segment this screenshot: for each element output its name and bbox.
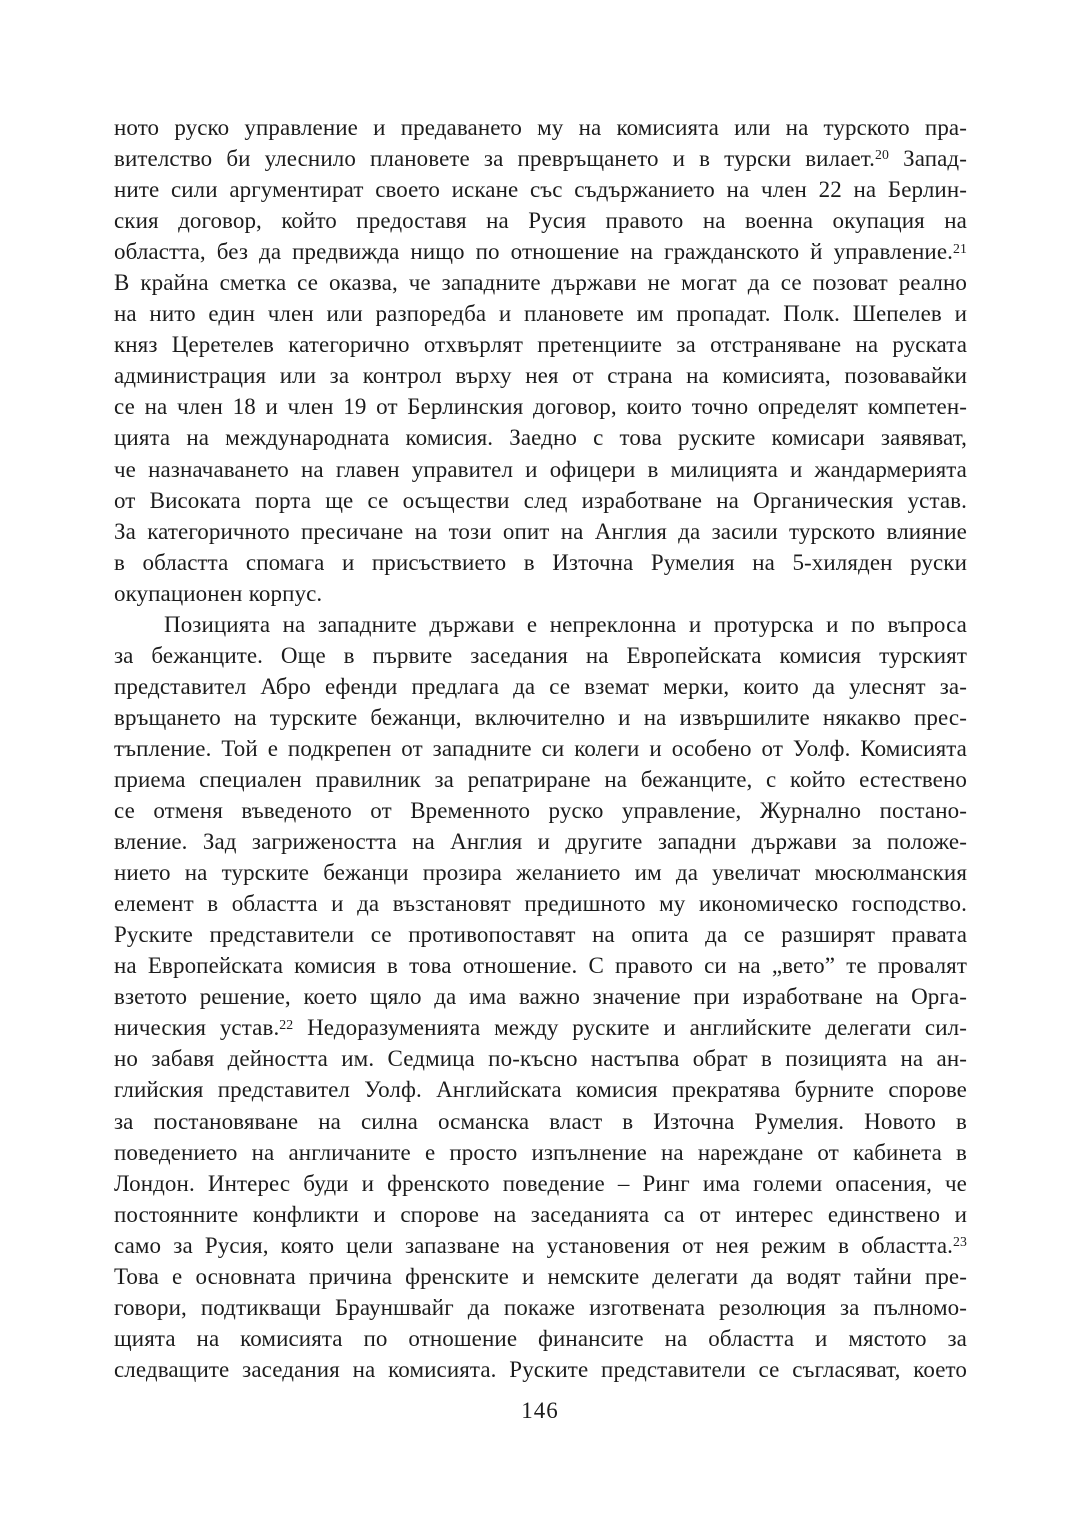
text-line: в областта спомага и присъствието в Източна Румелия на 5-хиляден руски [114, 549, 967, 575]
text-line: окупационен корпус. [114, 580, 323, 606]
text-line: от Високата порта ще се осъществи след изработване на Органическия устав. [114, 487, 967, 513]
text-line: следващите заседания на комисията. Руските представители се съгласяват, което [114, 1356, 967, 1382]
text-line: за постановяване на силна османска власт в Източна Румелия. Новото в [114, 1108, 967, 1134]
text-line: само за Русия, която цели запазване на установения от нея режим в областта.$^{23}$ [114, 1232, 967, 1258]
text-line: приема специален правилник за репатриране на бежанците, с който естествено [114, 766, 967, 792]
text-line: на Европейската комисия в това отношение. С правото си на „вето” те провалят [114, 953, 967, 979]
text-line: че назначаването на главен управител и офицери в милицията и жандармерията [114, 456, 967, 482]
text-line: щията на комисията по отношение финансите на областта и мястото за [114, 1325, 967, 1351]
text-line: ския договор, който предоставя на Русия правото на военна окупация на [114, 208, 967, 234]
text-line: ните сили аргументират своето искане със съдържанието на член 22 на Берлин- [114, 177, 967, 203]
text-line: тъпление. Той е подкрепен от западните си колеги и особено от Уолф. Комисията [114, 735, 967, 761]
text-line: княз Церетелев категорично отхвърлят претенциите за отстраняване на руската [114, 332, 967, 358]
text-line: представител Абро ефенди предлага да се вземат мерки, които да улеснят за- [114, 673, 967, 699]
page-number: 146 [521, 1398, 559, 1423]
text-line: постоянните конфликти и спорове на заседанията са от интерес единствено и [114, 1201, 967, 1227]
text-line: вление. Зад загрижеността на Англия и другите западни държави за положе- [114, 829, 967, 855]
text-line: В крайна сметка се оказва, че западните държави не могат да се позоват реално [114, 270, 967, 296]
text-line: областта, без да предвижда нищо по отношение на гражданското й управление.$^{21}$ [114, 239, 967, 265]
text-line: ническия устав.$^{22}$ Недоразуменията между руските и английските делегати сил- [114, 1015, 967, 1041]
text-block [114, 112, 967, 1385]
text-line: администрация или за контрол върху нея от страна на комисията, позовавайки [114, 363, 967, 389]
text-line: ното руско управление и предаването му на комисията или на турското пра- [114, 115, 967, 140]
footnote-marker: 21 [953, 240, 967, 256]
text-line: Лондон. Интерес буди и френското поведение – Ринг има големи опасения, че [114, 1170, 967, 1196]
text-line: се на член 18 и член 19 от Берлинския договор, които точно определят компетен- [114, 394, 967, 420]
text-line: Позицията на западните държави е непреклонна и протурска и по въпроса [164, 611, 967, 637]
text-line: се отменя въведеното от Временното руско управление, Журнално постано- [114, 798, 967, 824]
text-line: взетото решение, което щяло да има важно значение при изработване на Орга- [114, 984, 967, 1010]
footnote-marker: 23 [953, 1234, 967, 1250]
footnote-marker: 22 [279, 1016, 294, 1032]
text-line: За категоричното пресичане на този опит на Англия да засили турското влияние [114, 518, 967, 544]
text-line: поведението на англичаните е просто изпълнение на нареждане от кабинета в [114, 1139, 967, 1165]
text-line: глийския представител Уолф. Английската комисия прекратява бурните спорове [114, 1077, 967, 1103]
text-line: но забавя дейността им. Седмица по-късно настъпва обрат в позицията на ан- [114, 1046, 967, 1072]
text-line: елемент в областта и да възстановят предишното му икономическо господство. [114, 891, 967, 917]
text-line: Това е основната причина френските и немските делегати да водят тайни пре- [114, 1263, 967, 1289]
text-line: Руските представители се противопоставят на опита да се разширят правата [114, 922, 967, 948]
text-line: на нито един член или разпоредба и плановете им пропадат. Полк. Шепелев и [114, 301, 967, 327]
text-line: вителство би улеснило плановете за превръщането и в турски вилает.$^{20}$ Запад- [114, 146, 967, 172]
text-line: говори, подтикващи Брауншвайг да покаже изготвената резолюция за пълномо- [114, 1294, 967, 1320]
text-line: нието на турските бежанци прозира желанието им да увеличат мюсюлманския [114, 860, 967, 886]
text-line: цията на международната комисия. Заедно с това руските комисари заявяват, [114, 425, 967, 451]
footnote-marker: 20 [875, 147, 890, 163]
text-line: за бежанците. Още в първите заседания на Европейската комисия турският [114, 642, 967, 668]
text-line: връщането на турските бежанци, включително и на извършилите някакво прес- [114, 704, 967, 730]
